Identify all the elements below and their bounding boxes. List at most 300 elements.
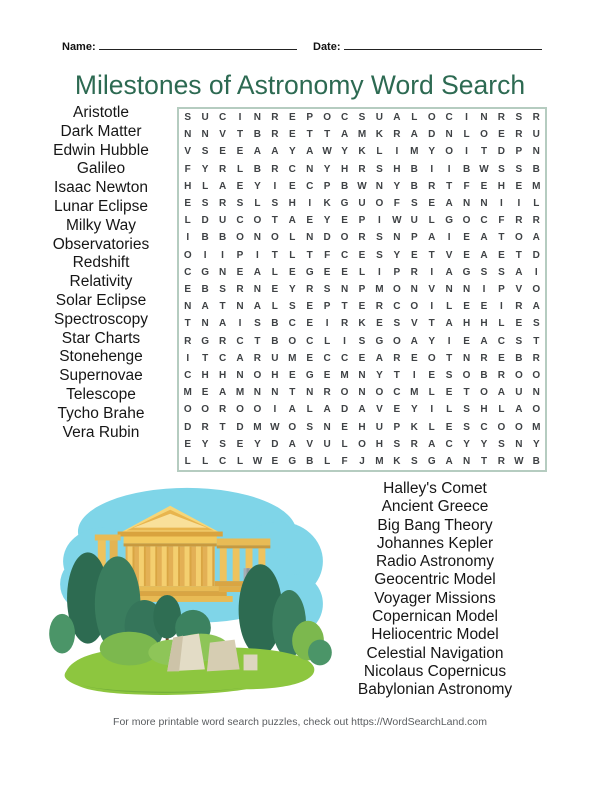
grid-letter: S	[219, 438, 226, 450]
grid-letter: B	[515, 352, 523, 364]
grid-letter: S	[323, 283, 331, 295]
grid-letter: I	[430, 301, 434, 313]
grid-letter: O	[375, 387, 384, 399]
grid-letter: N	[201, 129, 209, 141]
grid-letter: O	[270, 232, 279, 244]
word-list-item: Isaac Newton	[54, 179, 148, 197]
grid-letter: B	[410, 180, 418, 192]
grid-letter: L	[271, 301, 278, 313]
grid-letter: O	[183, 404, 192, 416]
grid-letter: U	[532, 129, 540, 141]
grid-letter: D	[323, 232, 331, 244]
grid-letter: M	[375, 283, 384, 295]
grid-letter: N	[393, 232, 401, 244]
grid-letter: C	[393, 387, 401, 399]
grid-letter: E	[306, 215, 314, 227]
grid-letter: O	[253, 215, 262, 227]
grid-letter: W	[479, 163, 489, 175]
grid-letter: M	[532, 180, 541, 192]
grid-letter: H	[218, 369, 227, 381]
word-list-item: Babylonian Astronomy	[357, 681, 513, 699]
grid-letter: G	[445, 215, 454, 227]
grid-letter: R	[480, 352, 488, 364]
grid-letter: D	[201, 215, 209, 227]
grid-letter: G	[305, 266, 314, 278]
grid-letter: B	[462, 163, 471, 175]
word-list-item: Vera Rubin	[62, 423, 140, 441]
grid-letter: U	[375, 112, 384, 124]
grid-letter: E	[236, 146, 244, 158]
grid-letter: C	[218, 455, 227, 467]
grid-letter: C	[480, 215, 488, 227]
grid-letter: A	[218, 180, 227, 192]
grid-letter: S	[288, 301, 296, 313]
grid-letter: C	[306, 180, 314, 192]
grid-letter: H	[184, 180, 192, 192]
grid-letter: E	[393, 404, 401, 416]
grid-letter: N	[480, 112, 488, 124]
grid-letter: A	[515, 266, 523, 278]
grid-letter: R	[358, 163, 366, 175]
grid-letter: N	[236, 301, 244, 313]
grid-letter: V	[184, 146, 192, 158]
grid-letter: V	[219, 129, 226, 141]
grid-letter: A	[236, 352, 244, 364]
grid-letter: E	[376, 318, 383, 330]
grid-letter: K	[410, 421, 418, 433]
grid-letter: E	[341, 215, 348, 227]
grid-letter: L	[271, 266, 278, 278]
grid-letter: R	[201, 421, 209, 433]
grid-letter: E	[463, 232, 470, 244]
grid-letter: N	[184, 301, 192, 313]
grid-letter: T	[306, 129, 313, 141]
word-list-item: Milky Way	[65, 216, 137, 234]
grid-letter: I	[273, 180, 277, 192]
grid-letter: O	[253, 404, 262, 416]
grid-letter: E	[184, 438, 192, 450]
grid-letter: R	[515, 129, 523, 141]
grid-letter: E	[358, 249, 366, 261]
grid-letter: N	[201, 318, 209, 330]
word-list-item: Nicolaus Copernicus	[363, 662, 507, 680]
grid-letter: N	[358, 387, 366, 399]
grid-letter: G	[375, 335, 384, 347]
grid-letter: E	[236, 266, 244, 278]
grid-letter: H	[375, 438, 384, 450]
grid-letter: O	[340, 232, 349, 244]
grid-letter: Y	[254, 438, 261, 450]
grid-letter: R	[532, 215, 540, 227]
grid-letter: Y	[201, 438, 209, 450]
grid-letter: T	[480, 146, 488, 158]
grid-letter: N	[358, 369, 366, 381]
grid-letter: S	[515, 112, 523, 124]
grid-letter: R	[271, 163, 279, 175]
date-blank-line	[344, 39, 542, 50]
grid-letter: O	[392, 283, 401, 295]
grid-letter: C	[236, 335, 244, 347]
grid-letter: K	[358, 318, 366, 330]
grid-letter: A	[340, 129, 349, 141]
grid-letter: A	[288, 438, 296, 450]
grid-letter: F	[324, 249, 331, 261]
grid-letter: W	[322, 146, 332, 158]
grid-letter: E	[306, 352, 314, 364]
grid-letter: K	[393, 455, 401, 467]
grid-letter: A	[218, 318, 227, 330]
grid-letter: S	[306, 421, 314, 433]
grid-letter: M	[340, 369, 349, 381]
grid-letter: N	[184, 129, 192, 141]
grid-letter: E	[480, 301, 488, 313]
grid-letter: V	[376, 404, 383, 416]
grid-letter: E	[288, 369, 296, 381]
grid-letter: Y	[201, 163, 209, 175]
grid-letter: E	[219, 146, 226, 158]
grid-letter: I	[378, 215, 381, 227]
grid-letter: N	[480, 198, 488, 210]
grid-letter: L	[498, 318, 505, 330]
grid-letter: W	[392, 215, 402, 227]
grid-letter: E	[358, 301, 366, 313]
grid-letter: T	[324, 129, 331, 141]
parthenon-illustration	[48, 477, 336, 715]
grid-letter: N	[306, 163, 314, 175]
grid-letter: L	[341, 438, 348, 450]
grid-letter: F	[463, 180, 470, 192]
grid-letter: C	[497, 335, 506, 347]
grid-letter: A	[480, 232, 488, 244]
grid-letter: T	[393, 369, 400, 381]
word-list-right	[318, 480, 552, 700]
grid-letter: I	[447, 335, 451, 347]
grid-letter: S	[410, 455, 418, 467]
grid-letter: S	[498, 438, 505, 450]
grid-letter: E	[410, 249, 418, 261]
grid-letter: O	[392, 335, 401, 347]
grid-letter: T	[463, 387, 470, 399]
grid-letter: M	[410, 387, 419, 399]
grid-letter: D	[271, 438, 279, 450]
grid-letter: L	[533, 198, 540, 210]
word-list-item: Halley's Comet	[383, 480, 487, 497]
grid-letter: U	[323, 438, 331, 450]
grid-letter: B	[218, 232, 227, 244]
grid-letter: N	[340, 283, 349, 295]
grid-letter: T	[446, 352, 453, 364]
grid-letter: G	[201, 335, 210, 347]
grid-letter: H	[271, 369, 279, 381]
grid-letter: R	[515, 215, 523, 227]
grid-letter: E	[306, 318, 314, 330]
grid-letter: H	[358, 421, 366, 433]
grid-letter: O	[497, 421, 506, 433]
grid-letter: E	[288, 266, 296, 278]
grid-letter: Y	[410, 404, 418, 416]
word-list-item: Celestial Navigation	[366, 644, 504, 662]
grid-letter: B	[532, 455, 540, 467]
grid-letter: S	[393, 438, 401, 450]
grid-letter: I	[430, 404, 434, 416]
grid-letter: S	[184, 112, 192, 124]
grid-letter: S	[515, 335, 523, 347]
grid-letter: S	[463, 404, 470, 416]
grid-letter: S	[515, 163, 523, 175]
grid-letter: I	[186, 232, 190, 244]
grid-letter: B	[532, 163, 540, 175]
grid-letter: A	[253, 301, 262, 313]
grid-letter: Y	[428, 335, 436, 347]
grid-letter: N	[375, 180, 384, 192]
grid-letter: Y	[323, 163, 331, 175]
grid-letter: G	[305, 369, 314, 381]
grid-letter: O	[410, 301, 419, 313]
grid-letter: E	[445, 421, 453, 433]
grid-letter: M	[532, 421, 541, 433]
grid-letter: S	[358, 112, 366, 124]
grid-letter: A	[410, 335, 418, 347]
grid-letter: I	[465, 146, 468, 158]
grid-letter: F	[184, 163, 191, 175]
grid-letter: H	[462, 318, 471, 330]
grid-letter: C	[445, 112, 453, 124]
word-list-item: Tycho Brahe	[57, 404, 145, 422]
grid-letter: C	[340, 249, 349, 261]
grid-letter: O	[462, 215, 471, 227]
grid-letter: H	[393, 163, 401, 175]
grid-letter: P	[410, 232, 418, 244]
grid-letter: S	[376, 232, 383, 244]
grid-letter: O	[532, 369, 541, 381]
grid-letter: T	[254, 335, 261, 347]
grid-letter: E	[323, 369, 331, 381]
grid-letter: E	[288, 180, 296, 192]
grid-letter: N	[253, 232, 262, 244]
grid-letter: D	[236, 421, 244, 433]
grid-letter: V	[428, 283, 436, 295]
grid-letter: B	[253, 129, 262, 141]
grid-letter: L	[428, 421, 435, 433]
grid-letter: N	[462, 198, 471, 210]
grid-letter: V	[410, 318, 418, 330]
grid-letter: E	[271, 283, 279, 295]
grid-letter: T	[498, 232, 505, 244]
grid-letter: B	[306, 455, 314, 467]
grid-letter: O	[358, 438, 366, 450]
grid-letter: N	[532, 387, 540, 399]
grid-letter: B	[201, 232, 209, 244]
grid-letter: N	[445, 129, 453, 141]
grid-letter: N	[218, 266, 227, 278]
grid-letter: G	[201, 266, 210, 278]
grid-letter: A	[201, 301, 209, 313]
grid-letter: N	[323, 421, 331, 433]
grid-letter: O	[288, 335, 297, 347]
grid-letter: C	[218, 112, 227, 124]
grid-letter: A	[480, 249, 488, 261]
word-list-item: Heliocentric Model	[371, 626, 499, 644]
grid-letter: B	[201, 283, 209, 295]
grid-letter: A	[445, 318, 453, 330]
letter-grid	[177, 107, 547, 472]
grid-letter: N	[532, 146, 540, 158]
word-list-item: Solar Eclipse	[55, 291, 147, 309]
grid-letter: R	[393, 129, 401, 141]
grid-letter: A	[532, 301, 540, 313]
grid-letter: G	[340, 198, 349, 210]
grid-letter: E	[341, 266, 348, 278]
grid-letter: L	[202, 455, 209, 467]
grid-letter: R	[253, 352, 262, 364]
grid-letter: L	[324, 335, 331, 347]
word-list-item: Redshift	[72, 254, 130, 272]
grid-letter: C	[236, 215, 244, 227]
grid-letter: E	[184, 198, 192, 210]
grid-letter: N	[445, 283, 453, 295]
grid-letter: Y	[463, 438, 470, 450]
grid-letter: W	[357, 180, 367, 192]
grid-letter: P	[393, 421, 401, 433]
grid-letter: C	[480, 421, 488, 433]
grid-letter: R	[306, 283, 314, 295]
grid-letter: T	[289, 387, 296, 399]
grid-letter: L	[202, 180, 209, 192]
grid-letter: R	[184, 335, 192, 347]
grid-letter: N	[271, 387, 279, 399]
grid-letter: T	[446, 180, 453, 192]
grid-letter: S	[358, 335, 366, 347]
name-label: Name:	[62, 41, 96, 53]
grid-letter: T	[428, 318, 435, 330]
grid-letter: A	[271, 146, 279, 158]
grid-letter: E	[410, 352, 418, 364]
grid-letter: L	[428, 215, 435, 227]
grid-letter: E	[271, 455, 279, 467]
grid-letter: T	[219, 301, 226, 313]
grid-letter: B	[253, 163, 262, 175]
word-list-item: Observatories	[52, 235, 150, 253]
word-list-item: Ancient Greece	[381, 498, 489, 516]
grid-letter: Y	[393, 249, 401, 261]
word-list-item: Copernican Model	[372, 608, 498, 626]
grid-letter: B	[340, 180, 349, 192]
grid-letter: N	[253, 387, 262, 399]
grid-letter: E	[288, 112, 296, 124]
grid-letter: A	[445, 455, 453, 467]
grid-letter: A	[428, 232, 436, 244]
grid-letter: I	[273, 404, 277, 416]
grid-letter: L	[376, 146, 383, 158]
grid-letter: S	[498, 163, 505, 175]
grid-letter: S	[532, 318, 540, 330]
grid-letter: R	[497, 112, 506, 124]
grid-letter: I	[465, 112, 468, 124]
grid-letter: M	[235, 387, 245, 399]
grid-letter: M	[375, 455, 384, 467]
word-list-item: Aristotle	[73, 104, 129, 121]
grid-letter: L	[184, 215, 191, 227]
grid-letter: S	[254, 318, 261, 330]
grid-letter: Y	[254, 180, 261, 192]
grid-letter: Y	[323, 215, 331, 227]
grid-letter: A	[375, 352, 384, 364]
grid-letter: E	[515, 318, 523, 330]
word-list-item: Relativity	[69, 273, 133, 291]
word-list-item: Supernovae	[59, 367, 143, 385]
grid-letter: M	[288, 352, 297, 364]
grid-letter: I	[430, 266, 434, 278]
grid-letter: I	[256, 249, 259, 261]
grid-letter: R	[236, 283, 244, 295]
grid-letter: J	[359, 455, 365, 467]
grid-letter: P	[358, 283, 366, 295]
date-field	[313, 39, 542, 53]
grid-letter: P	[515, 146, 523, 158]
grid-letter: R	[218, 335, 227, 347]
grid-letter: O	[183, 249, 192, 261]
word-list-item: Johannes Kepler	[376, 534, 494, 552]
grid-letter: V	[515, 283, 523, 295]
grid-letter: E	[463, 301, 470, 313]
grid-letter: O	[514, 421, 523, 433]
grid-letter: B	[480, 369, 488, 381]
grid-letter: S	[236, 198, 244, 210]
grid-letter: L	[498, 404, 505, 416]
grid-letter: E	[341, 421, 348, 433]
grid-letter: I	[238, 112, 242, 124]
grid-letter: I	[308, 198, 312, 210]
grid-letter: T	[184, 318, 191, 330]
grid-letter: E	[306, 301, 314, 313]
grid-letter: L	[289, 232, 296, 244]
grid-letter: E	[498, 129, 505, 141]
grid-letter: Y	[376, 369, 383, 381]
grid-letter: O	[201, 404, 210, 416]
word-list-item: Edwin Hubble	[53, 141, 149, 159]
grid-letter: C	[288, 163, 296, 175]
grid-letter: E	[358, 352, 366, 364]
grid-letter: Y	[393, 180, 401, 192]
grid-letter: I	[482, 283, 486, 295]
grid-letter: A	[515, 404, 523, 416]
grid-letter: U	[358, 198, 366, 210]
grid-letter: K	[323, 198, 331, 210]
grid-letter: I	[500, 301, 503, 313]
grid-letter: T	[271, 249, 278, 261]
grid-letter: R	[358, 232, 366, 244]
grid-letter: E	[463, 249, 470, 261]
grid-letter: E	[428, 369, 436, 381]
grid-letter: Y	[480, 438, 488, 450]
grid-letter: O	[514, 369, 523, 381]
grid-letter: P	[306, 112, 314, 124]
grid-letter: D	[497, 146, 506, 158]
grid-letter: C	[340, 352, 349, 364]
grid-letter: I	[447, 163, 451, 175]
grid-letter: E	[498, 352, 505, 364]
grid-letter: A	[480, 335, 488, 347]
grid-letter: T	[202, 352, 209, 364]
grid-letter: N	[253, 283, 262, 295]
grid-letter: L	[184, 455, 191, 467]
grid-letter: H	[340, 163, 349, 175]
grid-letter: E	[445, 387, 453, 399]
word-list-item: Voyager Missions	[374, 589, 496, 607]
word-list-left	[26, 104, 176, 442]
name-field	[62, 39, 297, 53]
grid-letter: M	[410, 146, 419, 158]
